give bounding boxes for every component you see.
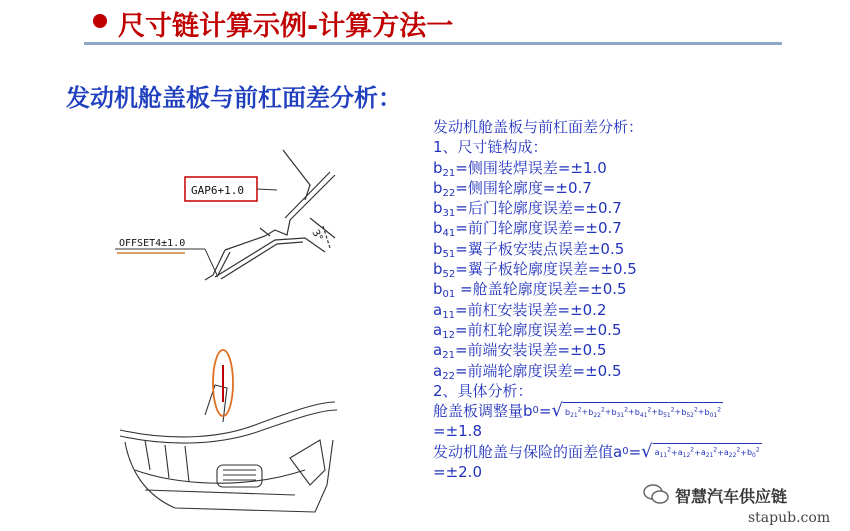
calc2-radicand: $a_{11}^2+a_{12}^2+a_{21}^2+a_{22}^2+b_0^2$ [653,443,762,462]
bumper-view [120,385,337,512]
tolerance-item: $b_{52}=$翼子板轮廓度误差=±0.5 [433,260,637,281]
tolerance-item: $b_{51}=$翼子板安装点误差±0.5 [433,239,625,260]
technical-drawing [105,140,435,520]
tolerance-item: $b_{21}=$侧围装焊误差=±1.0 [433,158,607,179]
calc1-radicand: $b_{21}^2+b_{22}^2+b_{31}^2+b_{41}^2+b_{51}^2+b_{52}^2+b_{01}^2$ [563,402,723,421]
watermark-url: stapub.com [748,510,831,526]
tolerance-item: $a_{21}=$前端安装误差=±0.5 [433,341,607,362]
watermark-name: 智慧汽车供应链 [675,487,788,506]
calc1-result: =±1.8 [433,422,482,441]
calc2-symbol: a [613,442,623,461]
gap-label: GAP6+1.0 [191,184,244,197]
tolerance-list [433,158,762,381]
radicand-term: $b_0^2$ [746,446,760,460]
calc1-sqrt: √ $b_{21}^2+b_{22}^2+b_{31}^2+b_{41}^2+b_{51}^2+b_{52}^2+b_{01}^2$ [551,399,722,421]
radicand-term: $a_{11}^2$ [654,446,672,460]
wechat-icon [642,483,670,505]
section-1-heading: 1、尺寸链构成： [433,138,548,157]
radicand-term: $a_{22}^2$ [723,446,741,460]
tolerance-item: $b_{22}=$侧围轮廓度=±0.7 [433,178,592,199]
calc2-eq: = [628,442,642,461]
title-divider [84,42,782,45]
section-2-heading: 2、具体分析： [433,381,533,400]
analysis-text [433,117,762,482]
radicand-term: $a_{12}^2$ [677,446,695,460]
section-view [205,150,335,280]
analysis-heading: 发动机舱盖板与前杠面差分析： [433,118,644,136]
radicand-term: $b_{51}^2$ [657,405,675,419]
page-title: 尺寸链计算示例-计算方法一 [118,11,454,42]
radicand-term: $a_{21}^2$ [700,446,718,460]
title-bullet-icon [93,14,107,28]
calc1-line [433,401,723,421]
tolerance-item: $b_{41}=$前门轮廓度误差=±0.7 [433,219,622,240]
tolerance-item: $b_{31}=$后门轮廓度误差=±0.7 [433,199,622,220]
calc2-line [433,442,762,462]
radicand-term: $b_{01}^2$ [704,405,722,419]
tolerance-item: $a_{11}=$前杠安装误差=±0.2 [433,300,607,321]
radicand-term: $b_{31}^2$ [611,405,629,419]
radicand-term: $b_{52}^2$ [681,405,698,419]
radicand-term: $b_{22}^2$ [588,405,605,419]
title-bar [0,0,850,44]
calc2-sqrt: √ $a_{11}^2+a_{12}^2+a_{21}^2+a_{22}^2+b_0^2$ [641,440,760,462]
offset-label: OFFSET4±1.0 [119,238,186,249]
calc1-label: 舱盖板调整量 [433,402,524,421]
calc1-eq: = [538,402,552,421]
tolerance-item: $a_{22}=$前端轮廓度误差=±0.5 [433,361,622,382]
radicand-term: $b_{41}^2$ [634,405,652,419]
calc2-label: 发动机舱盖与保险的面差值 [433,442,614,461]
tolerance-item: $a_{12}=$前杠轮廓度误差=±0.5 [433,320,622,341]
calc1-sub: 0 [532,405,539,417]
radicand-term: $b_{21}^2$ [564,405,582,419]
section-subtitle: 发动机舱盖板与前杠面差分析： [66,84,402,112]
angle-label: 3° [309,228,325,244]
calc2-result: =±2.0 [433,463,482,482]
tolerance-item: $b_{01}$ =舱盖轮廓度误差=±0.5 [433,280,627,301]
calc1-symbol: b [523,402,533,421]
calc2-sub: 0 [622,445,629,457]
